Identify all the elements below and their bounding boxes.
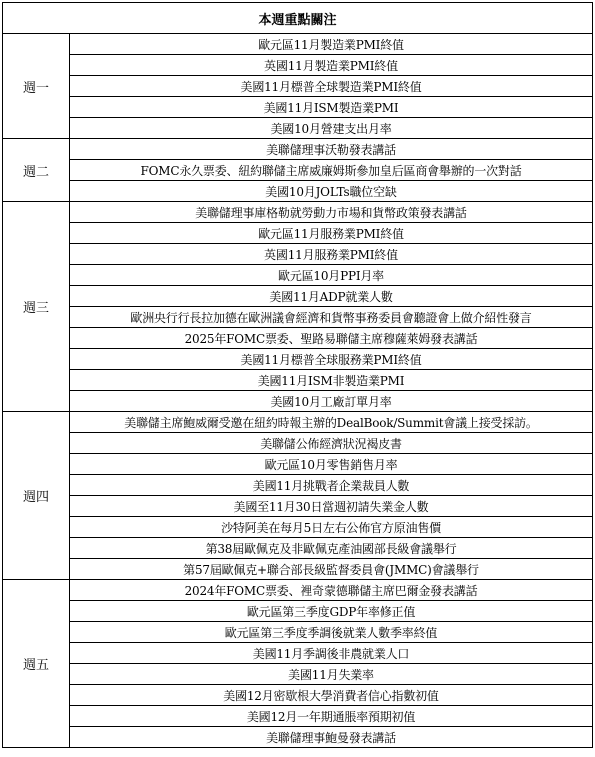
event-cell: 美國11月失業率: [70, 664, 593, 685]
schedule-container: [2, 2, 593, 748]
table-row: [3, 601, 593, 622]
event-cell: 歐元區11月服務業PMI終值: [70, 223, 593, 244]
table-row: [3, 475, 593, 496]
event-cell: 美聯儲理事庫格勒就勞動力市場和貨幣政策發表講話: [70, 202, 593, 223]
table-row: [3, 706, 593, 727]
event-cell: 美國12月一年期通脹率預期初值: [70, 706, 593, 727]
event-cell: 歐元區第三季度季調後就業人數季率終值: [70, 622, 593, 643]
table-row: [3, 349, 593, 370]
event-cell: 美國11月ISM非製造業PMI: [70, 370, 593, 391]
table-row: [3, 76, 593, 97]
event-cell: 美聯儲理事沃勒發表講話: [70, 139, 593, 160]
table-row: [3, 328, 593, 349]
event-cell: 歐元區11月製造業PMI終值: [70, 34, 593, 55]
day-label: 週三: [3, 202, 70, 412]
table-row: [3, 223, 593, 244]
event-cell: 美國10月營建支出月率: [70, 118, 593, 139]
weekly-focus-table: [2, 2, 593, 748]
event-cell: 美國11月ADP就業人數: [70, 286, 593, 307]
table-title: 本週重點關注: [3, 3, 593, 34]
day-label: 週四: [3, 412, 70, 580]
table-row: [3, 97, 593, 118]
table-row: [3, 496, 593, 517]
event-cell: 沙特阿美在每月5日左右公佈官方原油售價: [70, 517, 593, 538]
table-row: [3, 580, 593, 601]
event-cell: 2024年FOMC票委、裡奇蒙德聯儲主席巴爾金發表講話: [70, 580, 593, 601]
event-cell: 美國11月標普全球製造業PMI終值: [70, 76, 593, 97]
schedule-body: [3, 34, 593, 748]
event-cell: 美國至11月30日當週初請失業金人數: [70, 496, 593, 517]
day-label: 週一: [3, 34, 70, 139]
title-row: [3, 3, 593, 34]
event-cell: 歐元區10月PPI月率: [70, 265, 593, 286]
table-row: [3, 433, 593, 454]
event-cell: 美聯儲主席鮑威爾受邀在紐約時報主辦的DealBook/Summit會議上接受採訪。: [70, 412, 593, 433]
table-row: [3, 454, 593, 475]
table-row: [3, 307, 593, 328]
event-cell: 美國10月JOLTs職位空缺: [70, 181, 593, 202]
event-cell: 美國11月標普全球服務業PMI終值: [70, 349, 593, 370]
table-row: [3, 55, 593, 76]
event-cell: 第38屆歐佩克及非歐佩克產油國部長級會議舉行: [70, 538, 593, 559]
event-cell: 英國11月服務業PMI終值: [70, 244, 593, 265]
event-cell: 英國11月製造業PMI終值: [70, 55, 593, 76]
day-label: 週五: [3, 580, 70, 748]
event-cell: 第57屆歐佩克+聯合部長級監督委員會(JMMC)會議舉行: [70, 559, 593, 580]
table-row: [3, 412, 593, 433]
table-row: [3, 643, 593, 664]
day-label: 週二: [3, 139, 70, 202]
event-cell: 美聯儲理事鮑曼發表講話: [70, 727, 593, 748]
table-row: [3, 244, 593, 265]
table-row: [3, 286, 593, 307]
event-cell: 歐洲央行行長拉加德在歐洲議會經濟和貨幣事務委員會聽證會上做介紹性發言: [70, 307, 593, 328]
table-row: [3, 391, 593, 412]
table-row: [3, 685, 593, 706]
table-row: [3, 370, 593, 391]
table-row: [3, 727, 593, 748]
table-row: [3, 538, 593, 559]
table-row: [3, 517, 593, 538]
table-row: [3, 160, 593, 181]
table-row: [3, 181, 593, 202]
event-cell: 美國12月密歇根大學消費者信心指數初值: [70, 685, 593, 706]
event-cell: 美國11月季調後非農就業人口: [70, 643, 593, 664]
table-row: [3, 118, 593, 139]
table-row: [3, 34, 593, 55]
event-cell: 美聯儲公佈經濟狀況褐皮書: [70, 433, 593, 454]
event-cell: FOMC永久票委、紐約聯儲主席威廉姆斯參加皇后區商會舉辦的一次對話: [70, 160, 593, 181]
table-row: [3, 202, 593, 223]
event-cell: 歐元區10月零售銷售月率: [70, 454, 593, 475]
event-cell: 2025年FOMC票委、聖路易聯儲主席穆薩萊姆發表講話: [70, 328, 593, 349]
event-cell: 歐元區第三季度GDP年率修正值: [70, 601, 593, 622]
table-row: [3, 265, 593, 286]
table-row: [3, 664, 593, 685]
table-row: [3, 622, 593, 643]
table-row: [3, 559, 593, 580]
event-cell: 美國11月挑戰者企業裁員人數: [70, 475, 593, 496]
table-row: [3, 139, 593, 160]
event-cell: 美國11月ISM製造業PMI: [70, 97, 593, 118]
event-cell: 美國10月工廠訂單月率: [70, 391, 593, 412]
